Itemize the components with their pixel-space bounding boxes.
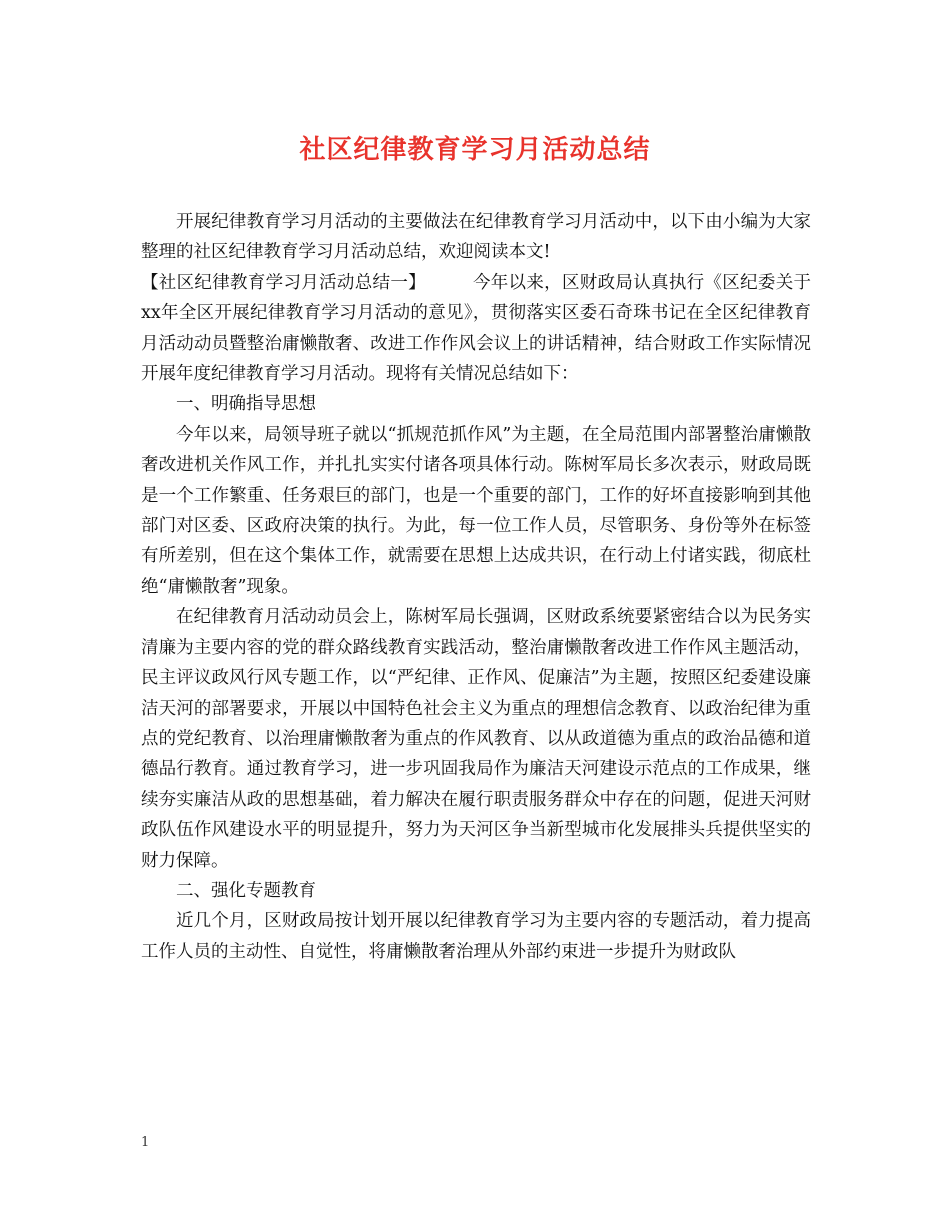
paragraph-2: 在纪律教育月活动动员会上，陈树军局长强调，区财政系统要紧密结合以为民务实清廉为主要内容的党的群众路线教育实践活动，整治庸懒散奢改进工作作风主题活动，民主评议政风行风专题工作，以“严纪律、正作风、促廉洁”为主题，按照区纪委建设廉洁天河的部署要求，开展以中国特色社会主义为重点的理想信念教育、以政治纪律为重点的党纪教育、以治理庸懒散奢为重点的作风教育、以从政道德为重点的政治品德和道德品行教育。通过教育学习，进一步巩固我局作为廉洁天河建设示范点的工作成果，继续夯实廉洁从政的思想基础，着力解决在履行职责服务群众中存在的问题，促进天河财政队伍作风建设水平的明显提升，努力为天河区争当新型城市化发展排头兵提供坚实的财力保障。	[141, 607, 811, 871]
page-number: 1	[141, 1135, 150, 1150]
document-title: 社区纪律教育学习月活动总结	[299, 135, 651, 165]
heading-1: 一、明确指导思想	[176, 394, 316, 415]
section1-lead: 今年以来，区财政局认真执行《区纪委关于xx年全区开展纪律教育学习月活动的意见》，贯彻落实区委石奇珠书记在全区纪律教育月活动动员暨整治庸懒散奢、改进工作作风会议上的讲话精神，结合财政工作实际情况开展年度纪律教育学习月活动。现将有关情况总结如下：	[141, 272, 812, 385]
document-body	[141, 207, 811, 967]
heading-2: 二、强化专题教育	[176, 880, 316, 901]
intro-paragraph: 开展纪律教育学习月活动的主要做法在纪律教育学习月活动中，以下由小编为大家整理的社区纪律教育学习月活动总结，欢迎阅读本文!	[141, 212, 811, 263]
section1-paragraph	[141, 268, 811, 390]
paragraph-3: 近几个月，区财政局按计划开展以纪律教育学习为主要内容的专题活动，着力提高工作人员的主动性、自觉性，将庸懒散奢治理从外部约束进一步提升为财政队	[141, 911, 811, 962]
section1-tag: 【社区纪律教育学习月活动总结一】	[141, 272, 426, 293]
paragraph-1: 今年以来，局领导班子就以“抓规范抓作风”为主题，在全局范围内部署整治庸懒散奢改进机关作风工作，并扎扎实实付诸各项具体行动。陈树军局长多次表示，财政局既是一个工作繁重、任务艰巨的部门，也是一个重要的部门，工作的好坏直接影响到其他部门对区委、区政府决策的执行。为此，每一位工作人员，尽管职务、身份等外在标签有所差别，但在这个集体工作，就需要在思想上达成共识，在行动上付诸实践，彻底杜绝“庸懒散奢”现象。	[141, 424, 811, 597]
